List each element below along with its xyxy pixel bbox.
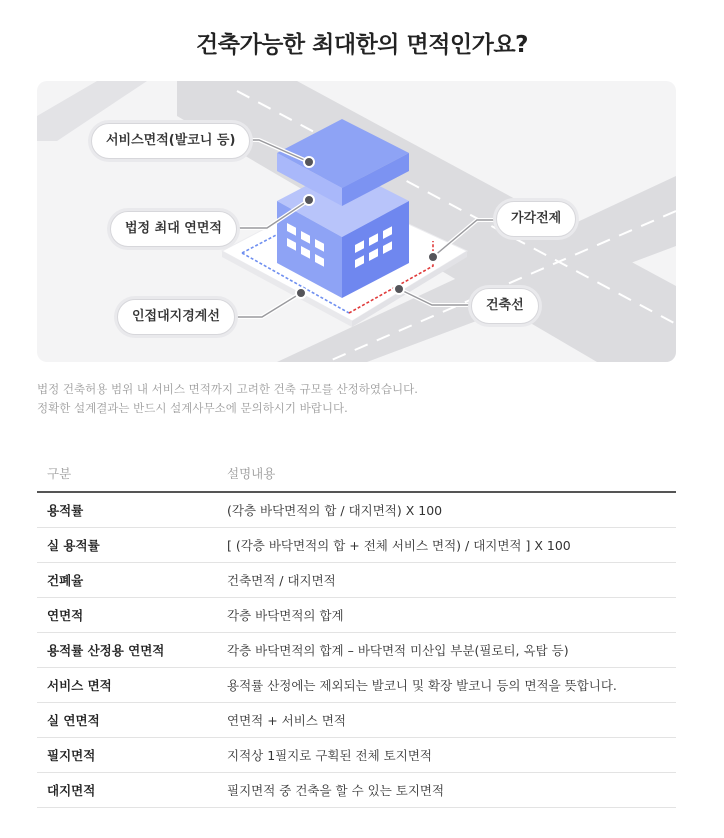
- note-line: 정확한 설계결과는 반드시 설계사무소에 문의하시기 바랍니다.: [37, 401, 348, 415]
- page-title: 건축가능한 최대한의 면적인가요?: [196, 32, 528, 58]
- row-term: 필지면적: [37, 738, 227, 773]
- table-row: [37, 773, 676, 808]
- row-term: 서비스 면적: [37, 668, 227, 703]
- row-term: 건폐율: [37, 563, 227, 598]
- row-term: 대지면적: [37, 773, 227, 808]
- note-line: 법정 건축허용 범위 내 서비스 면적까지 고려한 건축 규모를 산정하였습니다.: [37, 382, 418, 396]
- row-description: 필지면적 중 건축을 할 수 있는 토지면적: [227, 773, 676, 808]
- table-row: [37, 703, 676, 738]
- table-header-row: [37, 455, 676, 492]
- row-term: 용적률: [37, 492, 227, 528]
- table-row: [37, 738, 676, 773]
- callout-adjacent-boundary: 인접대지경계선: [117, 299, 235, 335]
- row-description: 건축면적 / 대지면적: [227, 563, 676, 598]
- definitions-table: [37, 455, 676, 808]
- table-row: [37, 598, 676, 633]
- row-description: 각층 바닥면적의 합계 – 바닥면적 미산입 부분(필로티, 옥탑 등): [227, 633, 676, 668]
- callout-service-area: 서비스면적(발코니 등): [91, 123, 250, 159]
- callout-building-line: 건축선: [471, 288, 539, 324]
- header-description: 설명내용: [227, 455, 676, 492]
- row-description: 각층 바닥면적의 합계: [227, 598, 676, 633]
- row-term: 실 용적률: [37, 528, 227, 563]
- row-description: (각층 바닥면적의 합 / 대지면적) X 100: [227, 492, 676, 528]
- table-row: [37, 633, 676, 668]
- building-area-diagram: [37, 81, 676, 362]
- table-row: [37, 528, 676, 563]
- disclaimer-notes: [37, 380, 418, 418]
- row-term: 실 연면적: [37, 703, 227, 738]
- row-description: 용적률 산정에는 제외되는 발코니 및 확장 발코니 등의 면적을 뜻합니다.: [227, 668, 676, 703]
- callout-max-floor-area: 법정 최대 연면적: [110, 211, 237, 247]
- table-row: [37, 668, 676, 703]
- table-row: [37, 492, 676, 528]
- table-row: [37, 563, 676, 598]
- header-category: 구분: [37, 455, 227, 492]
- row-term: 용적률 산정용 연면적: [37, 633, 227, 668]
- row-description: [ (각층 바닥면적의 합 + 전체 서비스 면적) / 대지면적 ] X 100: [227, 528, 676, 563]
- row-term: 연면적: [37, 598, 227, 633]
- row-description: 지적상 1필지로 구획된 전체 토지면적: [227, 738, 676, 773]
- callout-corner-cut: 가각전제: [496, 201, 576, 237]
- row-description: 연면적 + 서비스 면적: [227, 703, 676, 738]
